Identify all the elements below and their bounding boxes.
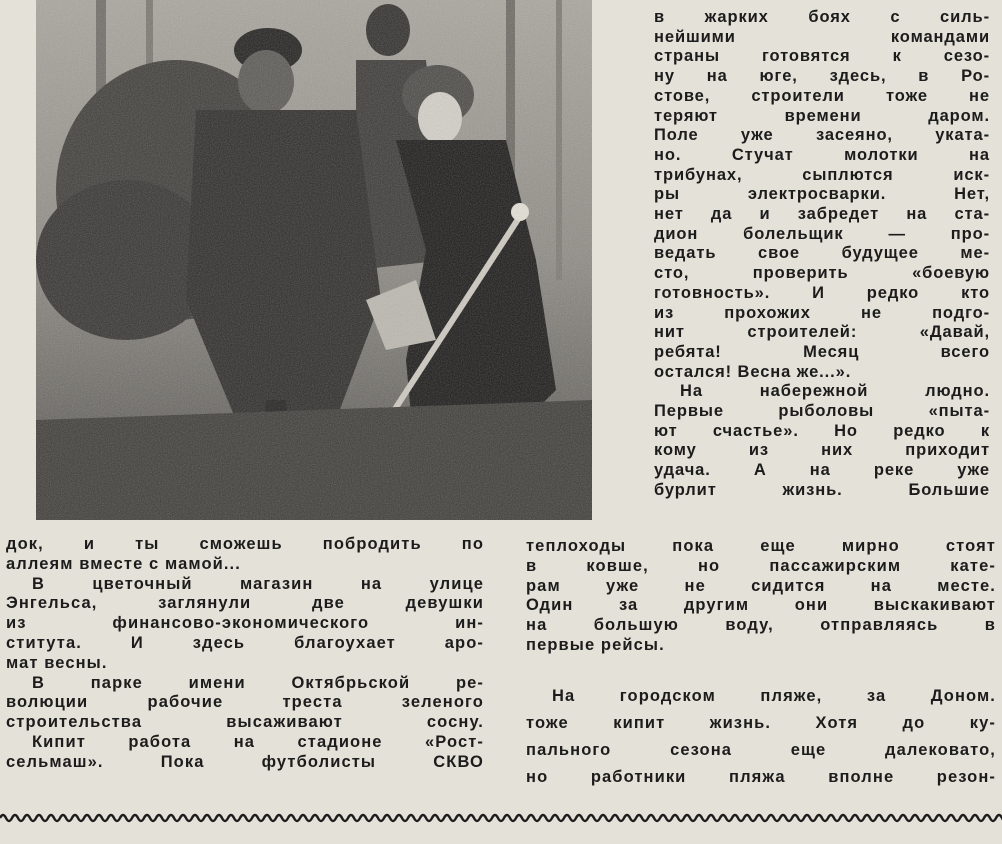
text-line: ну на юге, здесь, в Ро- — [654, 67, 990, 86]
article-column-middle-lower — [526, 683, 996, 791]
text-line: док, и ты сможешь побродить по — [6, 535, 484, 553]
article-column-left — [6, 535, 484, 773]
text-line: На набережной людно. — [680, 382, 990, 401]
text-line: сто, проверить «боевую — [654, 264, 990, 283]
text-line: Первые рыболовы «пыта- — [654, 402, 990, 421]
text-line: ститута. И здесь благоухает аро- — [6, 633, 484, 652]
text-line: Кипит работа на стадионе «Рост- — [32, 732, 484, 751]
text-line: из прохожих не подго- — [654, 303, 990, 322]
text-line: нет да и забредет на ста- — [654, 205, 990, 224]
text-line: тоже кипит жизнь. Хотя до ку- — [526, 714, 996, 732]
text-line: но. Стучат молотки на — [654, 145, 990, 164]
text-line: ют счастье». Но редко к — [654, 421, 990, 440]
text-line: дион болельщик — про- — [654, 224, 990, 243]
text-line: аллеям вместе с мамой... — [6, 554, 241, 573]
text-line: мат весны. — [6, 653, 108, 672]
text-line: В парке имени Октябрьской ре- — [32, 673, 484, 692]
text-line: волюции рабочие треста зеленого — [6, 693, 484, 712]
text-line: ры электросварки. Нет, — [654, 185, 990, 204]
article-column-right — [654, 8, 990, 501]
text-line: сельмаш». Пока футболисты СКВО — [6, 752, 484, 771]
text-line: ребята! Месяц всего — [654, 342, 990, 361]
wavy-divider — [0, 806, 1002, 836]
text-line: в ковше, но пассажирским кате- — [526, 556, 996, 575]
text-line: Один за другим они выскакивают — [526, 596, 996, 615]
text-line: кому из них приходит — [654, 441, 990, 460]
text-line: но работники пляжа вполне резон- — [526, 768, 996, 786]
text-line: трибунах, сыплются иск- — [654, 165, 990, 184]
text-line: теряют времени даром. — [654, 106, 990, 125]
text-line: на большую воду, отправляясь в — [526, 616, 996, 635]
text-line: Поле уже засеяно, уката- — [654, 126, 990, 145]
text-line: страны готовятся к сезо- — [654, 47, 990, 66]
text-line: бурлит жизнь. Большие — [654, 480, 990, 499]
photo-gardeners-icon — [36, 0, 592, 520]
text-line: теплоходы пока еще мирно стоят — [526, 537, 996, 555]
text-line: В цветочный магазин на улице — [32, 574, 484, 593]
text-line: из финансово-экономического ин- — [6, 614, 484, 633]
text-line: строительства высаживают сосну. — [6, 713, 484, 732]
text-line: Энгельса, заглянули две девушки — [6, 594, 484, 613]
text-line: стове, строители тоже не — [654, 86, 990, 105]
text-line: готовность». И редко кто — [654, 283, 990, 302]
text-line: нейшими командами — [654, 27, 990, 46]
text-line: в жарких боях с силь- — [654, 8, 990, 26]
newspaper-photo — [36, 0, 592, 520]
text-line: пального сезона еще далековато, — [526, 741, 996, 759]
text-line: остался! Весна же...». — [654, 362, 852, 381]
text-line: рам уже не сидится на месте. — [526, 576, 996, 595]
text-line: На городском пляже, за Доном. — [552, 687, 996, 705]
text-line: первые рейсы. — [526, 635, 665, 654]
text-line: нит строителей: «Давай, — [654, 323, 990, 342]
text-line: ведать свое будущее ме- — [654, 244, 990, 263]
article-column-middle — [526, 537, 996, 656]
text-line: удача. А на реке уже — [654, 461, 990, 480]
